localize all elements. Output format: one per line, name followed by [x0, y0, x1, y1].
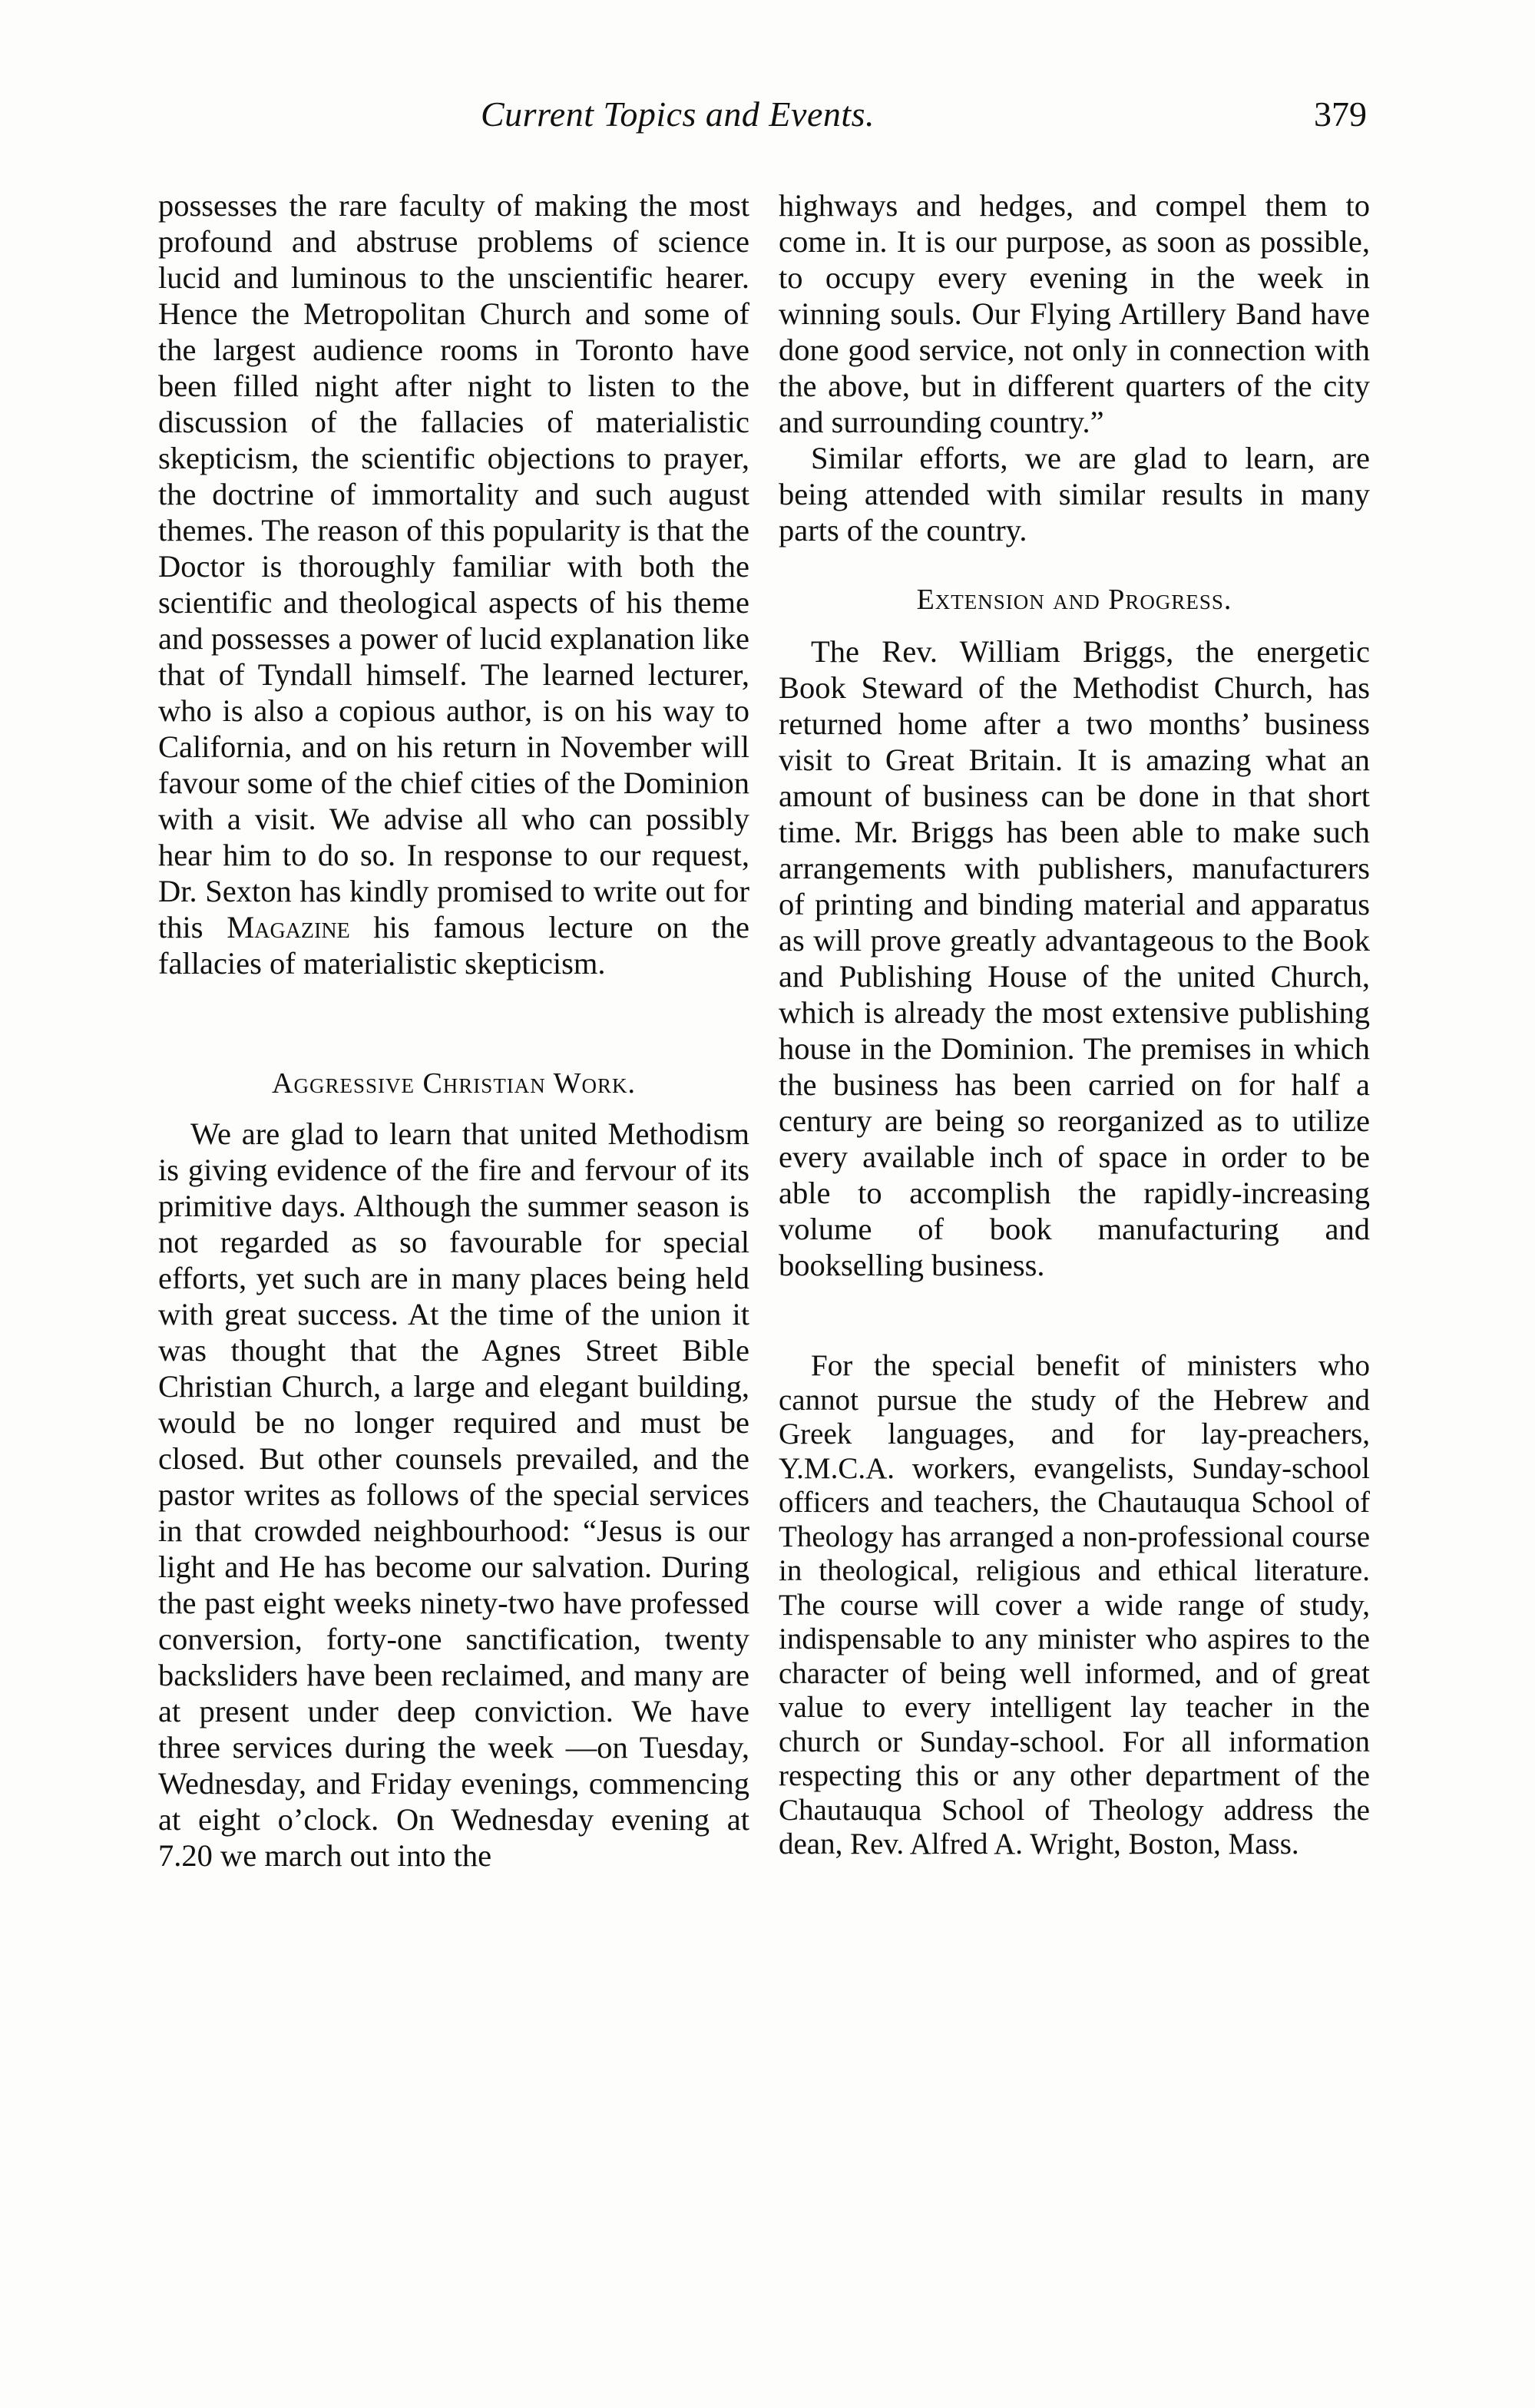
paragraph-sexton-end: his famous lecture on the fallacies of materialistic skepticism. — [158, 910, 749, 981]
page-number: 379 — [1314, 94, 1367, 134]
paragraph-sexton-text: possesses the rare faculty of making the most profound and abstruse problems of science lucid and luminous to the unscientific hearer. Hence the Metropolitan Church and some of the largest audience rooms in Toronto have been filled night after night to listen to the discussion of the fallacies of materialistic skepticism, the scientific objections to prayer, the doctrine of immortality and such august themes. The reason of this popularity is that the Doctor is thoroughly familiar with both the scientific and theological aspects of his theme and possesses a power of lucid explanation like that of Tyndall himself. The learned lecturer, who is also a copious author, is on his way to California, and on his return in November will favour some of the chief cities of the Dominion with a visit. We advise all who can possibly hear him to do so. In response to our request, Dr. Sexton has kindly promised to write out for this — [158, 188, 749, 944]
left-column — [158, 187, 749, 1874]
running-head — [154, 94, 1367, 147]
running-title: Current Topics and Events. — [481, 94, 875, 134]
paragraph-sexton-lecturer — [158, 187, 749, 981]
paragraph-william-briggs: The Rev. William Briggs, the energetic Book Steward of the Methodist Church, has returned home after a two months’ business visit to Great Britain. It is amazing what an amount of business can be done in that short time. Mr. Briggs has been able to make such arrangements with publishers, manufacturers of printing and binding material and apparatus as will prove greatly advantageous to the Book and Publishing House of the united Church, which is already the most extensive publishing house in the Dominion. The premises in which the business has been carried on for half a century are being so reorganized as to utilize every available inch of space in order to be able to accomplish the rapidly-increasing volume of book manufacturing and bookselling business. — [779, 634, 1370, 1282]
right-column — [779, 187, 1370, 1862]
paragraph-chautauqua-school: For the special benefit of ministers who cannot pursue the study of the Hebrew and Greek languages, and for lay-preachers, Y.M.C.A. workers, evangelists, Sunday-school officers and teachers, the Chautauqua School of Theology has arranged a non-professional course in theological, religious and ethical literature. The course will cover a wide range of study, indispensable to any minister who aspires to the character of being well informed, and of great value to every intelligent lay teacher in the church or Sunday-school. For all information respecting this or any other department of the Chautauqua School of Theology address the dean, Rev. Alfred A. Wright, Boston, Mass. — [779, 1349, 1370, 1861]
heading-aggressive-christian-work: Aggressive Christian Work. — [272, 1067, 636, 1100]
paragraph-united-methodism: We are glad to learn that united Methodism is giving evidence of the fire and fervour of its primitive days. Although the summer season is not regarded as so favourable for special efforts, yet such are in many places being held with great success. At the time of the union it was thought that the Agnes Street Bible Christian Church, a large and elegant building, would be no longer required and must be closed. But other counsels prevailed, and the pastor writes as follows of the special services in that crowded neighbourhood: “Jesus is our light and He has become our salvation. During the past eight weeks ninety-two have professed conversion, forty-one sanctification, twenty backsliders have been reclaimed, and many are at present under deep conviction. We have three services during the week —on Tuesday, Wednesday, and Friday evenings, commencing at eight o’clock. On Wednesday evening at 7.20 we march out into the — [158, 1116, 749, 1873]
paragraph-similar-efforts: Similar efforts, we are glad to learn, are being attended with similar results in many parts of the country. — [779, 441, 1370, 547]
magazine-name: Magazine — [227, 910, 350, 944]
heading-extension-and-progress: Extension and Progress. — [916, 584, 1232, 616]
paragraph-highways-hedges: highways and hedges, and compel them to come in. It is our purpose, as soon as possible, to occupy every evening in the week in winning souls. Our Flying Artillery Band have done good service, not only in connection with the above, but in different quarters of the city and surrounding country.” — [779, 188, 1370, 439]
